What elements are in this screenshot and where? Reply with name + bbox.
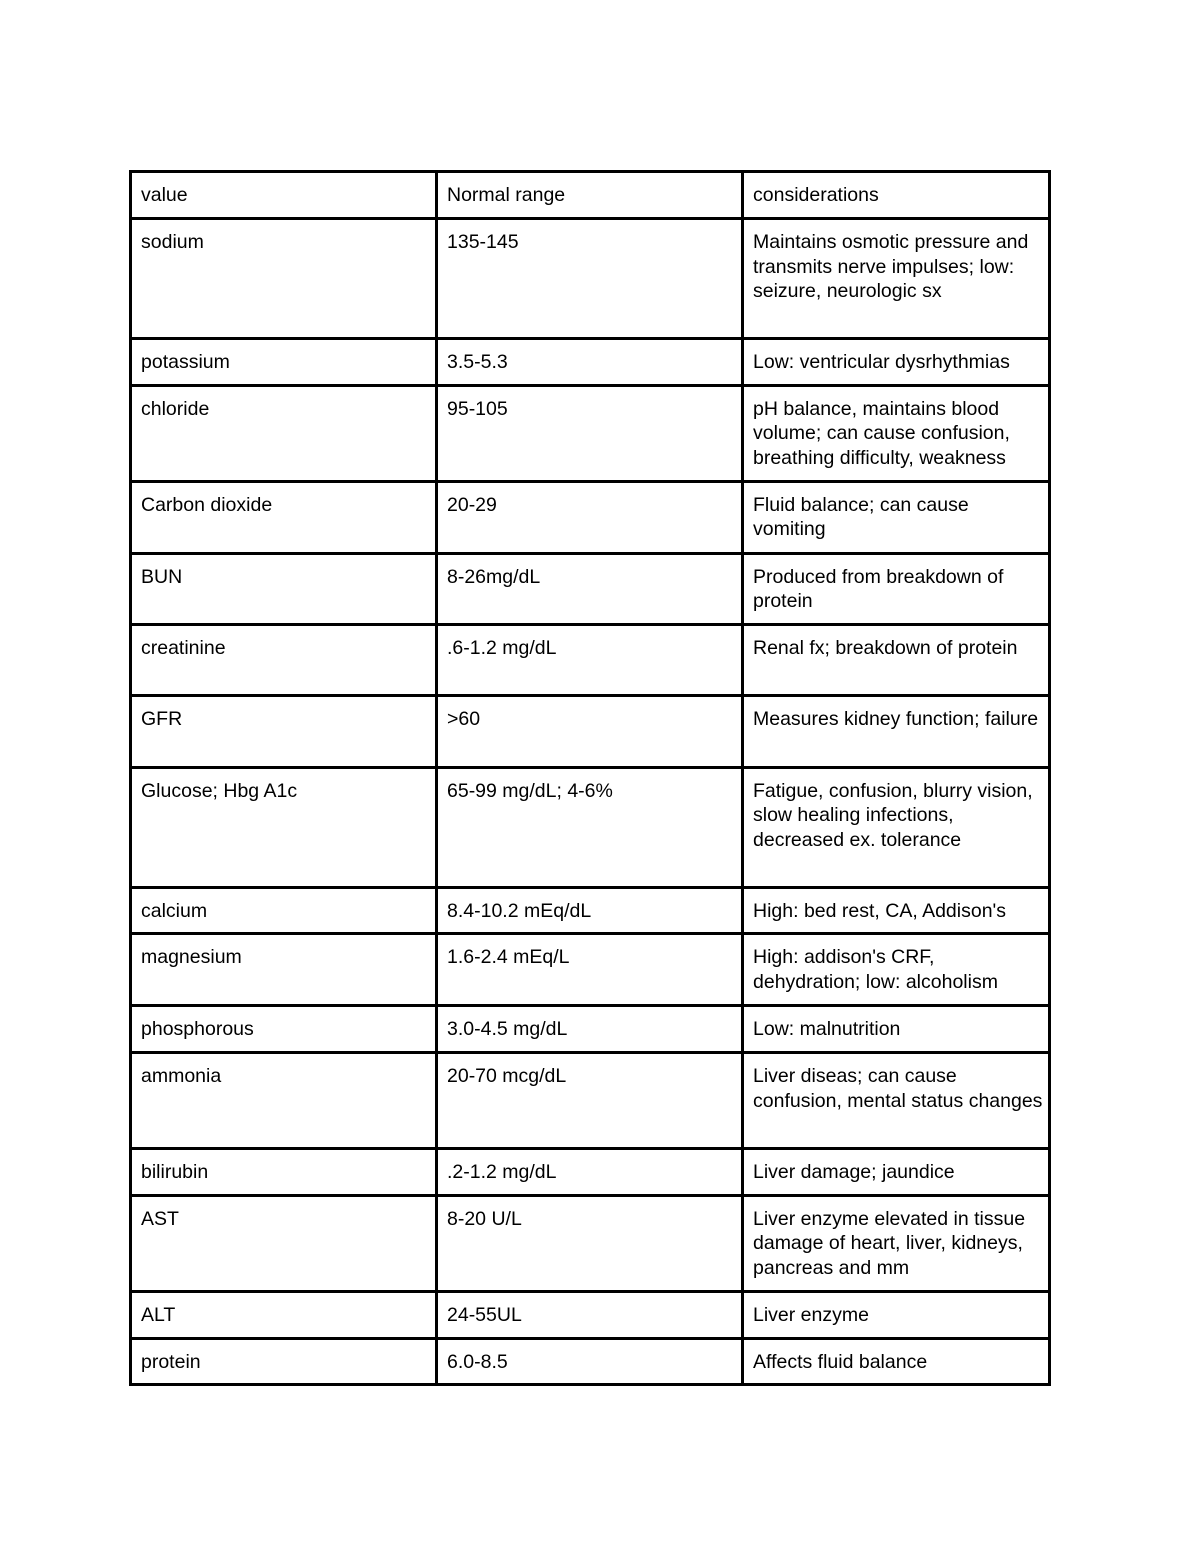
table-row	[131, 385, 1050, 481]
table-row	[131, 219, 1050, 339]
cell-value: magnesium	[131, 934, 437, 1006]
cell-normal-range: 1.6-2.4 mEq/L	[437, 934, 743, 1006]
cell-normal-range: 135-145	[437, 219, 743, 339]
cell-considerations: Liver diseas; can cause confusion, mental status changes	[743, 1052, 1050, 1148]
cell-value: Carbon dioxide	[131, 481, 437, 553]
table-row	[131, 767, 1050, 887]
cell-normal-range: 8-20 U/L	[437, 1195, 743, 1291]
cell-considerations: Low: malnutrition	[743, 1006, 1050, 1053]
table-row	[131, 695, 1050, 767]
table-row	[131, 934, 1050, 1006]
cell-value: BUN	[131, 553, 437, 624]
header-cell-value: value	[131, 172, 437, 219]
table-row	[131, 1195, 1050, 1291]
cell-value: bilirubin	[131, 1148, 437, 1195]
cell-normal-range: 20-29	[437, 481, 743, 553]
table-row	[131, 1052, 1050, 1148]
cell-considerations: Produced from breakdown of protein	[743, 553, 1050, 624]
cell-normal-range: 65-99 mg/dL; 4-6%	[437, 767, 743, 887]
cell-normal-range: 8-26mg/dL	[437, 553, 743, 624]
cell-normal-range: 20-70 mcg/dL	[437, 1052, 743, 1148]
cell-considerations: Liver enzyme	[743, 1291, 1050, 1338]
cell-value: creatinine	[131, 624, 437, 695]
cell-value: chloride	[131, 385, 437, 481]
table-row	[131, 553, 1050, 624]
cell-value: Glucose; Hbg A1c	[131, 767, 437, 887]
cell-normal-range: >60	[437, 695, 743, 767]
cell-value: AST	[131, 1195, 437, 1291]
cell-value: potassium	[131, 339, 437, 386]
table-row	[131, 1338, 1050, 1385]
cell-normal-range: .2-1.2 mg/dL	[437, 1148, 743, 1195]
cell-normal-range: 8.4-10.2 mEq/dL	[437, 887, 743, 934]
cell-considerations: pH balance, maintains blood volume; can cause confusion, breathing difficulty, weakness	[743, 385, 1050, 481]
cell-value: protein	[131, 1338, 437, 1385]
cell-normal-range: 95-105	[437, 385, 743, 481]
table-row	[131, 1006, 1050, 1053]
cell-value: sodium	[131, 219, 437, 339]
cell-normal-range: 3.5-5.3	[437, 339, 743, 386]
cell-value: ALT	[131, 1291, 437, 1338]
cell-considerations: High: bed rest, CA, Addison's	[743, 887, 1050, 934]
cell-considerations: Liver damage; jaundice	[743, 1148, 1050, 1195]
cell-normal-range: 6.0-8.5	[437, 1338, 743, 1385]
cell-considerations: Renal fx; breakdown of protein	[743, 624, 1050, 695]
cell-considerations: Maintains osmotic pressure and transmits nerve impulses; low: seizure, neurologic sx	[743, 219, 1050, 339]
cell-considerations: Fatigue, confusion, blurry vision, slow healing infections, decreased ex. tolerance	[743, 767, 1050, 887]
cell-value: calcium	[131, 887, 437, 934]
table-row	[131, 624, 1050, 695]
table-row	[131, 1148, 1050, 1195]
cell-considerations: Low: ventricular dysrhythmias	[743, 339, 1050, 386]
cell-value: phosphorous	[131, 1006, 437, 1053]
cell-considerations: Affects fluid balance	[743, 1338, 1050, 1385]
cell-considerations: Fluid balance; can cause vomiting	[743, 481, 1050, 553]
table-row	[131, 1291, 1050, 1338]
lab-values-table	[129, 170, 1051, 1386]
cell-considerations: High: addison's CRF, dehydration; low: alcoholism	[743, 934, 1050, 1006]
cell-considerations: Liver enzyme elevated in tissue damage of heart, liver, kidneys, pancreas and mm	[743, 1195, 1050, 1291]
header-cell-considerations: considerations	[743, 172, 1050, 219]
table-row	[131, 481, 1050, 553]
cell-normal-range: 3.0-4.5 mg/dL	[437, 1006, 743, 1053]
cell-value: ammonia	[131, 1052, 437, 1148]
table-row	[131, 339, 1050, 386]
table-header-row	[131, 172, 1050, 219]
cell-value: GFR	[131, 695, 437, 767]
cell-considerations: Measures kidney function; failure	[743, 695, 1050, 767]
cell-normal-range: 24-55UL	[437, 1291, 743, 1338]
header-cell-normal-range: Normal range	[437, 172, 743, 219]
cell-normal-range: .6-1.2 mg/dL	[437, 624, 743, 695]
table-row	[131, 887, 1050, 934]
